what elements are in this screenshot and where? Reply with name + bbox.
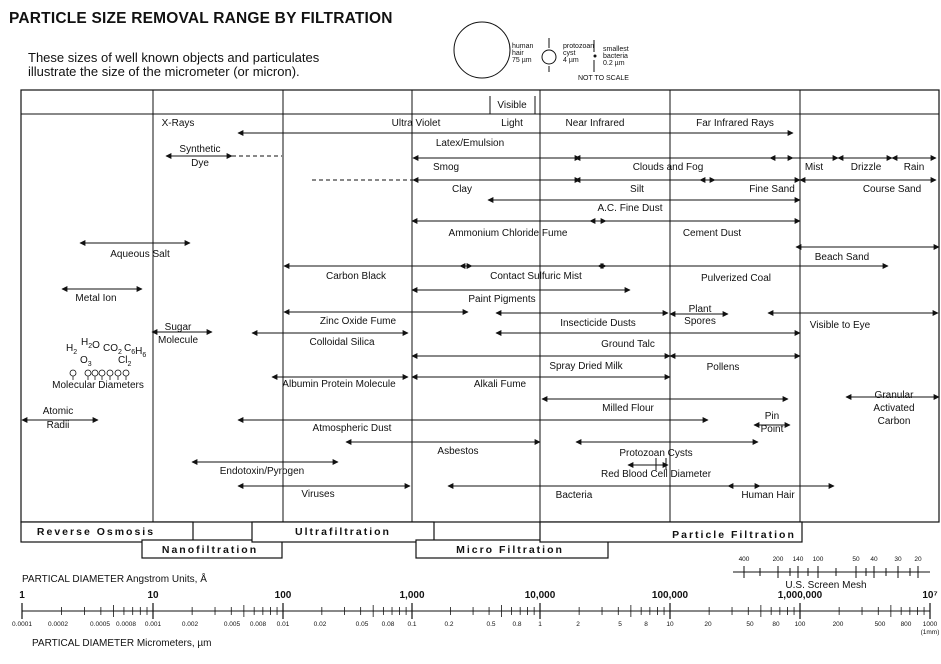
micrometer-tick-label: 0.02 [313,621,327,628]
moldiam-label: Molecular Diameters [52,380,144,391]
angstrom-axis-title: PARTICAL DIAMETER Angstrom Units, Å [22,574,207,585]
angstrom-major-label: 1,000,000 [777,590,823,601]
screen-mesh-label: U.S. Screen Mesh [785,580,867,591]
angstrom-major-label: 1,000 [399,590,425,601]
atomic-label: Radii [46,420,70,431]
bacteria-dot [594,55,597,58]
process-label-0: Reverse Osmosis [36,526,156,538]
sugar-label: Sugar [164,322,192,333]
protozoan-label: Protozoan Cysts [619,448,693,459]
process-label-3: Micro Filtration [456,544,564,556]
micrometer-tick-label: 100 [794,621,806,628]
molecule-circle [70,370,76,376]
molecule-circle [123,370,129,376]
mesh-tick-label: 200 [772,556,784,563]
zinc-label: Zinc Oxide Fume [319,316,397,327]
drizzle-label: Drizzle [850,162,882,173]
micrometer-tick-label: 20 [704,621,712,628]
micrometer-tick-label: 500 [874,621,886,628]
range-labels [43,96,925,501]
mesh-tick-label: 100 [812,556,824,563]
rbc-label: Red Blood Cell Diameter [600,469,712,480]
process-label-4: Particle Filtration [672,529,796,541]
granular-label: Activated [873,403,915,414]
molecule-formula: $O_3$ [80,355,92,368]
granular-label: Granular [874,390,914,401]
angstrom-major-label: 1 [19,590,25,601]
rain-label: Rain [903,162,925,173]
micrometer-tick-label: 0.01 [276,621,290,628]
chart-border [21,90,939,522]
angstrom-major-label: 100,000 [651,590,689,601]
silica-label: Colloidal Silica [309,337,375,348]
viruses-label: Viruses [301,489,335,500]
atomic-label: Atomic [42,406,74,417]
micrometer-tick-label: 0.0008 [116,621,136,628]
xrays-label: X-Rays [161,118,195,129]
human-hair-circle [454,22,510,78]
cement-label: Cement Dust [682,228,742,239]
hair-legend-text: 75 µm [512,57,532,64]
pinpoint-label: Point [760,424,784,435]
silt-label: Silt [630,184,644,195]
molecule-icons [66,337,146,380]
micrometer-tick-label: 0.8 [512,621,522,628]
molecule-circle [115,370,121,376]
micrometer-tick-label: 800 [900,621,912,628]
metalion-label: Metal Ion [75,293,117,304]
dye-label: Synthetic [179,144,221,155]
far-infrared-label: Far Infrared Rays [696,118,774,129]
light-label: Light [501,118,523,129]
micrometer-tick-label: 0.002 [181,621,199,628]
near-infrared-label: Near Infrared [565,118,625,129]
clay-label: Clay [451,184,473,195]
protozoan-cyst-circle [542,50,556,64]
latex-label: Latex/Emulsion [435,138,505,149]
molecule-formula: $H_2$ [66,343,78,356]
dye-label: Dye [191,158,209,169]
sulfuric-label: Contact Sulfuric Mist [490,271,582,282]
micrometer-tick-label: 1000 [922,621,938,628]
page-title: PARTICLE SIZE REMOVAL RANGE BY FILTRATION [9,10,393,27]
micrometer-tick-label: 1 [538,621,542,628]
micrometer-tick-label: 80 [772,621,780,628]
flour-label: Milled Flour [602,403,654,414]
ammonium-label: Ammonium Chloride Fume [448,228,568,239]
cyst-legend-text: protozoan [563,43,595,50]
process-label-2: Ultrafiltration [295,526,391,538]
plant-label: Plant [688,304,712,315]
beachsand-label: Beach Sand [814,252,870,263]
micrometer-tick-label: 0.0001 [12,621,32,628]
visible-label: Visible to Eye [809,320,871,331]
micrometer-tick-label: 10 [666,621,674,628]
micrometer-tick-label: (1mm) [920,629,940,636]
micrometer-tick-label: 0.2 [444,621,454,628]
micrometer-tick-label: 0.1 [407,621,417,628]
humanhair-label: Human Hair [741,490,795,501]
milk-label: Spray Dried Milk [549,361,623,372]
molecule-circle [92,370,98,376]
micrometer-tick-label: 0.008 [249,621,267,628]
coursesand-label: Course Sand [862,184,922,195]
hair-legend-text: hair [512,50,524,57]
bacteria-label: Bacteria [555,490,593,501]
pinpoint-label: Pin [764,411,780,422]
micrometer-tick-label: 0.05 [355,621,369,628]
process-label-1: Nanofiltration [161,544,259,556]
range-arrows [22,133,939,486]
micrometer-tick-label: 0.005 [223,621,241,628]
process-bands [21,522,802,558]
bacteria-legend-text: 0.2 µm [603,60,625,67]
talc-label: Ground Talc [601,339,655,350]
micrometer-axis-title: PARTICAL DIAMETER Micrometers, µm [32,638,212,649]
micrometer-tick-label: 0.5 [486,621,496,628]
size-legend [454,22,629,82]
molecule-circle [85,370,91,376]
visible-label: Visible [497,100,527,111]
aqueoussalt-label: Aqueous Salt [110,249,170,260]
mesh-tick-label: 30 [894,556,902,563]
carbonblack-label: Carbon Black [325,271,387,282]
subtitle-line-1: These sizes of well known objects and particulates [28,50,320,65]
not-to-scale-note: NOT TO SCALE [578,75,629,82]
pollens-label: Pollens [706,362,740,373]
cyst-legend-text: 4 µm [563,57,579,64]
micrometer-tick-label: 200 [832,621,844,628]
subtitle-line-2: illustrate the size of the micrometer (or micron). [28,64,300,79]
molecule-formula: $C_6H_6$ [124,343,147,359]
sugar-label: Molecule [157,335,199,346]
micrometer-tick-label: 0.08 [381,621,395,628]
albumin-label: Albumin Protein Molecule [282,379,396,390]
mesh-tick-label: 140 [792,556,804,563]
coal-label: Pulverized Coal [700,273,772,284]
micrometer-tick-label: 0.0002 [48,621,68,628]
bacteria-legend-text: bacteria [603,53,628,60]
screen-mesh-scale [733,556,930,591]
insect-label: Insecticide Dusts [560,318,636,329]
molecule-circle [107,370,113,376]
micrometer-tick-label: 8 [644,621,648,628]
atmos-label: Atmospheric Dust [312,423,392,434]
hair-legend-text: human [512,43,534,50]
micrometer-tick-label: 0.001 [144,621,162,628]
angstrom-major-label: 100 [274,590,292,601]
granular-label: Carbon [877,416,911,427]
smog-label: Smog [432,162,460,173]
molecule-formula: $H_2O$ [81,337,100,351]
angstrom-major-label: 10 [147,590,159,601]
molecule-formula: $CO_2$ [103,343,122,356]
mesh-tick-label: 50 [852,556,860,563]
mesh-tick-label: 20 [914,556,922,563]
finesand-label: Fine Sand [749,184,795,195]
mist-label: Mist [804,162,824,173]
angstrom-major-label: 10,000 [524,590,556,601]
angstrom-major-label: 10⁷ [922,590,938,601]
bacteria-legend-text: smallest [603,46,629,53]
plant-label: Spores [684,316,716,327]
endotoxin-label: Endotoxin/Pyrogen [219,466,305,477]
paint-label: Paint Pigments [468,294,536,305]
mesh-tick-label: 400 [738,556,750,563]
molecule-circle [99,370,105,376]
micrometer-tick-label: 5 [618,621,622,628]
clouds-label: Clouds and Fog [632,162,704,173]
cyst-legend-text: cyst [563,50,576,57]
asbestos-label: Asbestos [437,446,479,457]
molecule-formula: $Cl_2$ [118,355,132,368]
mesh-tick-label: 40 [870,556,878,563]
ultraviolet-label: Ultra Violet [391,118,441,129]
alkali-label: Alkali Fume [473,379,527,390]
acfine-label: A.C. Fine Dust [597,203,663,214]
micrometer-tick-label: 0.0005 [90,621,110,628]
micrometer-tick-label: 2 [576,621,580,628]
micrometer-tick-label: 50 [746,621,754,628]
